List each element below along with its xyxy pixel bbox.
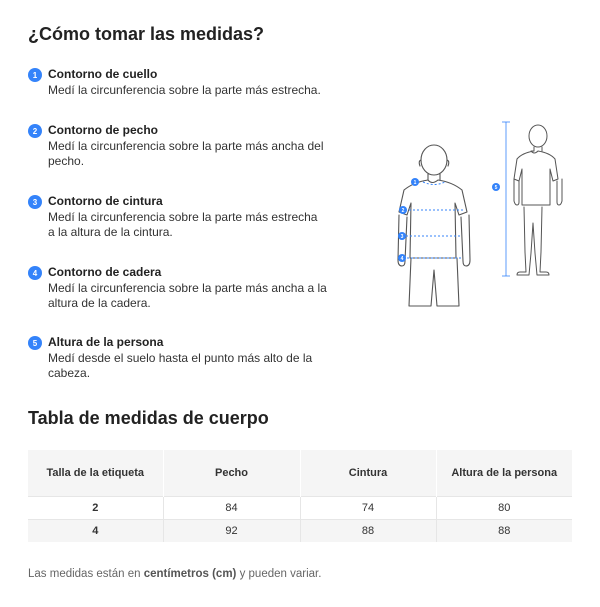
step-description-line: cabeza. [48,365,91,380]
table-cell-size: 2 [28,496,163,519]
step-number-badge: 2 [28,124,42,138]
column-header-height: Altura de la persona [436,450,572,496]
step-title: Contorno de pecho [48,123,158,137]
page-title: ¿Cómo tomar las medidas? [28,24,265,44]
footnote-suffix: y pueden variar. [236,568,322,580]
table-cell-waist: 74 [300,496,436,519]
step-description [48,210,317,239]
step-title: Contorno de cuello [48,67,158,81]
step-neck [28,66,321,98]
size-table-title: Tabla de medidas de cuerpo [28,408,269,428]
column-header-chest: Pecho [163,450,300,496]
figure-marker: 3 [400,234,404,240]
step-number-badge: 5 [28,336,42,350]
table-cell-height: 88 [436,519,572,542]
figure-marker: 4 [400,256,404,262]
table-cell-height: 80 [436,496,572,519]
figure-marker: 1 [413,180,417,186]
step-title: Contorno de cadera [48,265,162,279]
units-footnote [28,568,321,580]
step-title: Altura de la persona [48,335,164,349]
footnote-units: centímetros (cm) [143,568,237,580]
table-header-row [28,450,572,496]
step-description-line: Medí la circunferencia sobre la parte más estrecha [48,210,318,224]
step-description [48,83,321,98]
step-description [48,281,327,310]
step-title: Contorno de cintura [48,194,163,208]
child-silhouette-illustration [388,112,578,322]
column-header-waist: Cintura [300,450,436,496]
body-measurement-figure [388,112,578,322]
table-row [28,496,572,519]
size-table [28,450,572,542]
step-description-line: altura de la cadera. [48,295,151,310]
step-description-line: Medí la circunferencia sobre la parte más ancha del [48,139,324,153]
step-description-line: a la altura de la cintura. [48,224,173,239]
table-cell-size: 4 [28,519,163,542]
step-description [48,351,312,380]
step-number-badge: 1 [28,68,42,82]
step-chest [28,122,323,168]
step-number-badge: 3 [28,195,42,209]
footnote-prefix: Las medidas están en [28,568,144,580]
column-header-label-size: Talla de la etiqueta [28,450,163,496]
step-height [28,334,312,380]
table-cell-chest: 84 [163,496,300,519]
step-description [48,139,323,168]
step-description-line: Medí la circunferencia sobre la parte más ancha a la [48,281,327,295]
figure-marker: 5 [494,185,498,191]
step-waist [28,193,317,239]
step-description-line: Medí desde el suelo hasta el punto más alto de la [48,351,313,365]
table-row [28,519,572,542]
table-cell-waist: 88 [300,519,436,542]
step-number-badge: 4 [28,266,42,280]
step-description-line: Medí la circunferencia sobre la parte más estrecha. [48,83,321,97]
table-cell-chest: 92 [163,519,300,542]
step-description-line: pecho. [48,153,85,168]
figure-marker: 2 [401,208,405,214]
step-hip [28,264,327,310]
